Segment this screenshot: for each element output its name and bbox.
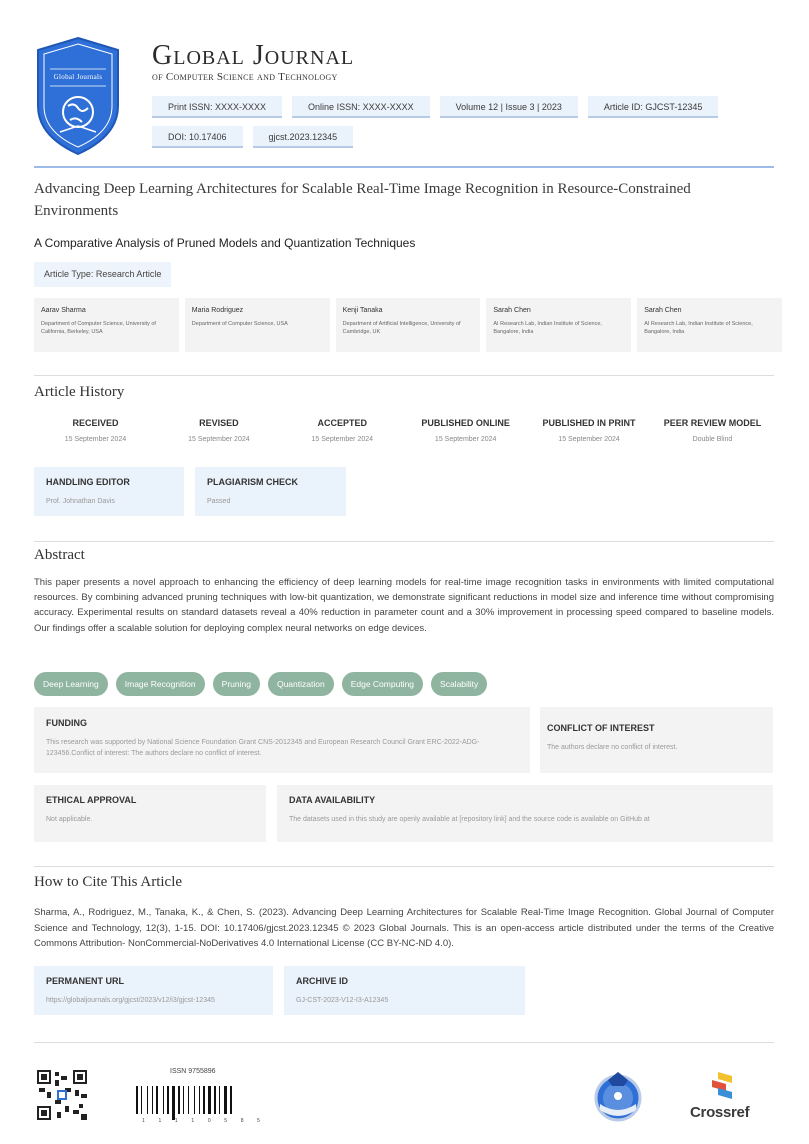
barcode-bar (154, 1086, 155, 1114)
barcode-bar (185, 1086, 187, 1114)
history-published-online (404, 418, 527, 443)
abstract-heading: Abstract (34, 547, 85, 563)
issn-barcode (136, 1068, 266, 1128)
history-label: RECEIVED (72, 418, 119, 428)
doi-suffix[interactable]: gjcst.2023.12345 (253, 126, 354, 148)
author-card[interactable] (336, 298, 481, 352)
barcode-bar (212, 1086, 213, 1114)
plagiarism-check-box (195, 467, 346, 516)
barcode-bar (219, 1086, 220, 1114)
history-accepted (281, 418, 404, 443)
crossref-label: Crossref (690, 1104, 750, 1121)
barcode-icon (136, 1086, 266, 1120)
barcode-bar (230, 1086, 232, 1114)
doi-link[interactable]: DOI: 10.17406 (152, 126, 243, 148)
barcode-bar (159, 1086, 162, 1114)
barcode-bar (149, 1086, 151, 1114)
barcode-bar (217, 1086, 218, 1114)
barcode-bar (194, 1086, 195, 1114)
history-value: Double Blind (692, 436, 733, 443)
conflict-box (540, 707, 773, 773)
barcode-bar (183, 1086, 184, 1114)
barcode-bar (190, 1086, 193, 1114)
abstract-text: This paper presents a novel approach to enhancing the efficiency of deep learning models for real-time image recognition tasks in environments with limited computational resources. By combining advanced pruning techniques with low-bit quantization, we demonstrate significant reductions in model size and inference time without compromising accuracy. Experimental results on standard datasets reveal a 40% reduction in parameter count and a 30% improvement in processing speed compared to baseline models. Our findings offer a scalable solution for deploying complex neural networks on edge devices. (34, 577, 774, 634)
issn-number: ISSN 9755896 (170, 1068, 216, 1075)
barcode-digit: 1 (142, 1118, 145, 1124)
history-value: 15 September 2024 (311, 436, 374, 443)
barcode-digit: 1 (158, 1118, 162, 1124)
history-label: PEER REVIEW MODEL (663, 418, 762, 428)
barcode-bar (165, 1086, 166, 1114)
author-card[interactable] (486, 298, 631, 352)
barcode-bar (167, 1086, 169, 1114)
author-affiliation: Department of Computer Science, USA (191, 321, 288, 327)
keyword-tag[interactable]: Quantization (268, 672, 334, 696)
header-divider (34, 166, 774, 168)
print-issn: Print ISSN: XXXX-XXXX (152, 96, 282, 118)
author-name: Kenji Tanaka (342, 307, 383, 314)
author-list (34, 298, 782, 352)
journal-meta-row-1 (152, 96, 718, 118)
journal-subtitle: of Computer Science and Technology (152, 71, 338, 83)
funding-box (34, 707, 530, 773)
history-label: PUBLISHED IN PRINT (542, 418, 636, 428)
barcode-bar (228, 1086, 229, 1114)
article-type-badge: Article Type: Research Article (34, 262, 171, 287)
permanent-url-link[interactable]: https://globaljournals.org/gjcst/2023/v12/i3/gjcst-12345 (46, 997, 215, 1004)
data-availability-label: DATA AVAILABILITY (289, 795, 376, 805)
citation-heading: How to Cite This Article (34, 874, 183, 890)
barcode-bar (214, 1086, 216, 1114)
plagiarism-value: Passed (207, 498, 231, 505)
history-received (34, 418, 157, 443)
crest-label: Global Journals (53, 73, 103, 81)
barcode-bar (152, 1086, 153, 1114)
ethics-value: Not applicable. (46, 816, 93, 823)
keyword-tag[interactable]: Deep Learning (34, 672, 108, 696)
author-affiliation: AI Research Lab, Indian Institute of Science, Bangalore, India (493, 321, 602, 335)
shield-icon (34, 36, 122, 156)
barcode-digit: 8 (240, 1118, 244, 1124)
author-name: Aarav Sharma (41, 307, 86, 314)
journal-title: Global Journal (152, 40, 355, 71)
ethical-approval-box (34, 785, 266, 842)
history-value: 15 September 2024 (434, 436, 497, 443)
archive-id-label: ARCHIVE ID (296, 976, 349, 986)
barcode-digits (136, 1118, 266, 1124)
online-issn: Online ISSN: XXXX-XXXX (292, 96, 430, 118)
barcode-bar (147, 1086, 148, 1114)
qr-code-icon[interactable] (37, 1070, 87, 1120)
divider (34, 375, 774, 376)
author-affiliation: Department of Computer Science, University of California, Berkeley, USA (41, 321, 156, 335)
history-label: ACCEPTED (317, 418, 368, 428)
history-label: PUBLISHED ONLINE (421, 418, 510, 428)
barcode-bar (188, 1086, 189, 1114)
barcode-bar (178, 1086, 180, 1114)
barcode-bar (203, 1086, 205, 1114)
barcode-bar (224, 1086, 227, 1114)
barcode-bar (143, 1086, 146, 1114)
barcode-bar (196, 1086, 198, 1114)
history-published-print (528, 418, 651, 443)
history-peer-review (651, 418, 774, 443)
handling-editor-box (34, 467, 184, 516)
author-affiliation: Department of Artificial Intelligence, University of Cambridge, UK (342, 321, 461, 335)
ethics-label: ETHICAL APPROVAL (46, 795, 137, 805)
journal-header (34, 34, 774, 162)
history-revised (157, 418, 280, 443)
barcode-bar (141, 1086, 142, 1114)
conflict-label: CONFLICT OF INTEREST (547, 723, 655, 733)
article-subtitle: A Comparative Analysis of Pruned Models and Quantization Techniques (34, 236, 416, 250)
permanent-url-label: PERMANENT URL (46, 976, 124, 986)
barcode-bar (170, 1086, 171, 1114)
barcode-bar (233, 1086, 234, 1114)
crossref-icon (690, 1070, 744, 1104)
barcode-bar (206, 1086, 207, 1114)
crossref-logo[interactable] (690, 1070, 750, 1124)
handling-editor-label: HANDLING EDITOR (46, 477, 130, 487)
author-card[interactable] (34, 298, 179, 352)
funding-value: This research was supported by National Science Foundation Grant CNS-2012345 and European Research Council Grant ERC-2022-ADG-123456.Conflict of interest: The authors declare no conflict of interest. (46, 739, 480, 757)
data-availability-box (277, 785, 773, 842)
author-card[interactable] (185, 298, 330, 352)
journal-meta-row-2 (152, 126, 353, 148)
keyword-tag[interactable]: Edge Computing (342, 672, 423, 696)
history-value: 15 September 2024 (558, 436, 620, 443)
barcode-bar (176, 1086, 177, 1120)
history-value: 15 September 2024 (188, 436, 250, 443)
data-availability-value: The datasets used in this study are openly available at [repository link] and the source code is available on GitHub at (289, 816, 650, 823)
keyword-tag[interactable]: Image Recognition (116, 672, 205, 696)
plagiarism-label: PLAGIARISM CHECK (207, 477, 299, 487)
barcode-bar (181, 1086, 182, 1114)
divider (34, 866, 774, 867)
barcode-digit: 1 (191, 1118, 195, 1124)
barcode-bar (156, 1086, 158, 1114)
open-access-badge-icon (590, 1068, 646, 1124)
barcode-bar (199, 1086, 200, 1114)
barcode-digit: 5 (224, 1118, 228, 1124)
barcode-digit: 5 (257, 1118, 260, 1124)
barcode-bar (172, 1086, 175, 1120)
barcode-bar (221, 1086, 223, 1114)
author-name: Sarah Chen (493, 307, 531, 314)
keyword-list (34, 672, 487, 696)
barcode-bar (163, 1086, 164, 1114)
conflict-value: The authors declare no conflict of interest. (547, 744, 678, 751)
archive-id-box (284, 966, 525, 1015)
citation-text: Sharma, A., Rodriguez, M., Tanaka, K., & Chen, S. (2023). Advancing Deep Learning Architectures for Scalable Real-Time Image Recognition. Global Journal of Computer Science and Technology, 12(3), 1-15. DOI: 10.17406/gjcst.2023.12345 © 2023 Global Journals. This is an open-access article distributed under the terms of the Creative Commons Attribution- NonCommercial-NoDerivatives 4.0 International License (CC BY-NC-ND 4.0). (34, 907, 774, 949)
funding-label: FUNDING (46, 718, 87, 728)
history-label: REVISED (199, 418, 239, 428)
divider (34, 1042, 774, 1043)
handling-editor-value: Prof. Johnathan Davis (46, 498, 115, 505)
barcode-digit: 1 (174, 1118, 178, 1124)
author-name: Maria Rodriguez (191, 307, 244, 314)
article-history (34, 418, 774, 443)
article-title: Advancing Deep Learning Architectures for Scalable Real-Time Image Recognition in Resource-Constrained Environments (34, 181, 691, 219)
barcode-bar (139, 1086, 140, 1114)
barcode-bar (208, 1086, 211, 1114)
article-id: Article ID: GJCST-12345 (588, 96, 719, 118)
author-card[interactable] (637, 298, 782, 352)
barcode-digit: 0 (207, 1118, 211, 1124)
journal-crest-logo (34, 36, 122, 156)
barcode-bar (201, 1086, 202, 1114)
permanent-url-box (34, 966, 273, 1015)
keyword-tag[interactable]: Scalability (431, 672, 487, 696)
author-name: Sarah Chen (644, 307, 682, 314)
divider (34, 541, 774, 542)
history-value: 15 September 2024 (64, 436, 127, 443)
history-heading: Article History (34, 384, 125, 400)
barcode-bar (136, 1086, 138, 1114)
archive-id-value: GJ-CST-2023-V12-I3-A12345 (296, 997, 389, 1004)
volume-issue: Volume 12 | Issue 3 | 2023 (440, 96, 578, 118)
keyword-tag[interactable]: Pruning (213, 672, 260, 696)
author-affiliation: AI Research Lab, Indian Institute of Science, Bangalore, India (644, 321, 753, 335)
